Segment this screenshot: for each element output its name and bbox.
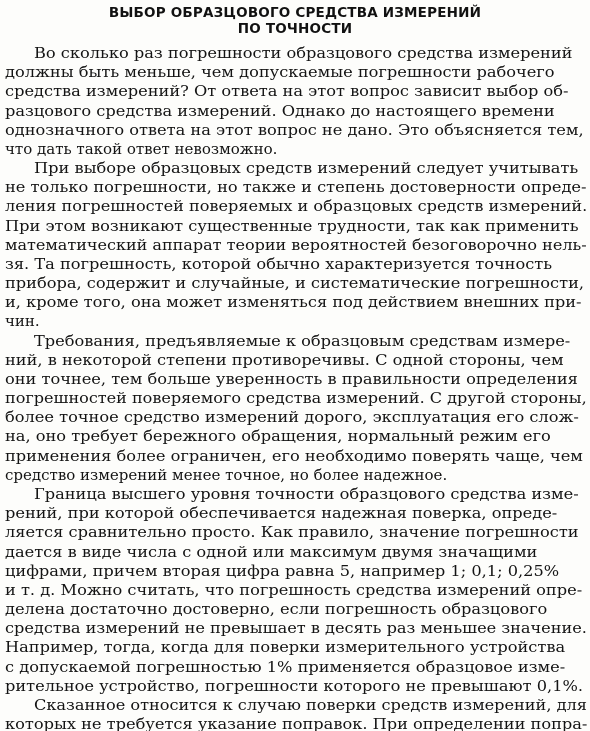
paragraph-1-line-5: однозначного ответа на этот вопрос не дано. Это объясняется тем, <box>5 120 584 139</box>
section-title-line-1: ВЫБОР ОБРАЗЦОВОГО СРЕДСТВА ИЗМЕРЕНИЙ <box>108 5 482 21</box>
paragraph-1-line-6: что дать такой ответ невозможно. <box>5 139 278 158</box>
paragraph-3-line-4: погрешностей поверяемого средства измерений. С другой стороны, <box>5 389 587 408</box>
paragraph-2-line-6: зя. Та погрешность, которой обычно характеризуется точность <box>5 254 553 273</box>
paragraph-2-line-1: При выборе образцовых средств измерений следует учитывать <box>34 159 579 177</box>
paragraph-5-line-2: которых не требуется указание поправок. При определении попра- <box>5 715 588 731</box>
paragraph-1-line-1: Во сколько раз погрешности образцового средства измерений <box>34 44 573 62</box>
paragraph-4-line-2: рений, при которой обеспечивается надежная поверка, опреде- <box>5 504 558 523</box>
paragraph-4-line-9: Например, тогда, когда для поверки измерительного устройства <box>5 638 566 657</box>
paragraph-2-line-7: прибора, содержит и случайные, и систематические погрешности, <box>5 274 585 293</box>
paragraph-1-line-2: должны быть меньше, чем допускаемые погрешности рабочего <box>5 63 555 82</box>
paragraph-3-line-7: применения более ограничен, его необходимо поверять чаще, чем <box>5 446 583 465</box>
section-title-line-2: ПО ТОЧНОСТИ <box>237 21 353 37</box>
paragraph-4-line-1: Граница высшего уровня точности образцового средства изме- <box>34 484 579 503</box>
paragraph-4-line-11: рительное устройство, погрешности которого не превышают 0,1%. <box>5 676 584 695</box>
paragraph-2-line-4: При этом возникают существенные трудности, так как применить <box>5 216 579 235</box>
paragraph-2-line-8: и, кроме того, она может изменяться под действием внешних при- <box>5 293 582 312</box>
paragraph-4-line-5: цифрами, причем вторая цифра равна 5, например 1; 0,1; 0,25% <box>5 561 560 580</box>
paragraph-3-line-1: Требования, предъявляемые к образцовым средствам измере- <box>34 331 571 350</box>
paragraph-3-line-8: средство измерений менее точное, но более надежное. <box>5 465 448 484</box>
paragraph-1-line-4: разцового средства измерений. Однако до настоящего времени <box>5 101 555 120</box>
paragraph-3-line-3: они точнее, тем больше уверенность в правильности определения <box>5 369 578 388</box>
paragraph-3-line-2: ний, в некоторой степени противоречивы. С одной стороны, чем <box>5 350 564 369</box>
paragraph-4-line-4: дается в виде числа с одной или максимум двумя значащими <box>5 542 538 561</box>
paragraph-2-line-9: чин. <box>5 312 40 331</box>
paragraph-1-line-3: средства измерений? От ответа на этот вопрос зависит выбор об- <box>5 82 569 101</box>
paragraph-3-line-6: на, оно требует бережного обращения, нормальный режим его <box>5 427 551 446</box>
paragraph-2-line-2: не только погрешности, но также и степень достоверности опреде- <box>5 178 587 197</box>
paragraph-2-line-3: ления погрешностей поверяемых и образцовых средств измерений. <box>5 197 588 216</box>
paragraph-4-line-6: и т. д. Можно считать, что погрешность средства измерений опре- <box>5 580 583 599</box>
paragraph-4-line-10: с допускаемой погрешностью 1% применяется образцовое изме- <box>5 657 566 676</box>
paragraph-4-line-7: делена достаточно достоверно, если погрешность образцового <box>5 600 548 618</box>
paragraph-3-line-5: более точное средство измерений дорого, эксплуатация его слож- <box>5 408 579 427</box>
paragraph-4-line-3: ляется сравнительно просто. Как правило, значение погрешности <box>5 523 579 542</box>
paragraph-2-line-5: математический аппарат теории вероятностей безоговорочно нель- <box>5 235 587 254</box>
paragraph-5-line-1: Сказанное относится к случаю поверки средств измерений, для <box>34 695 587 714</box>
paragraph-4-line-8: средства измерений не превышает в десять раз меньшее значение. <box>5 619 587 638</box>
